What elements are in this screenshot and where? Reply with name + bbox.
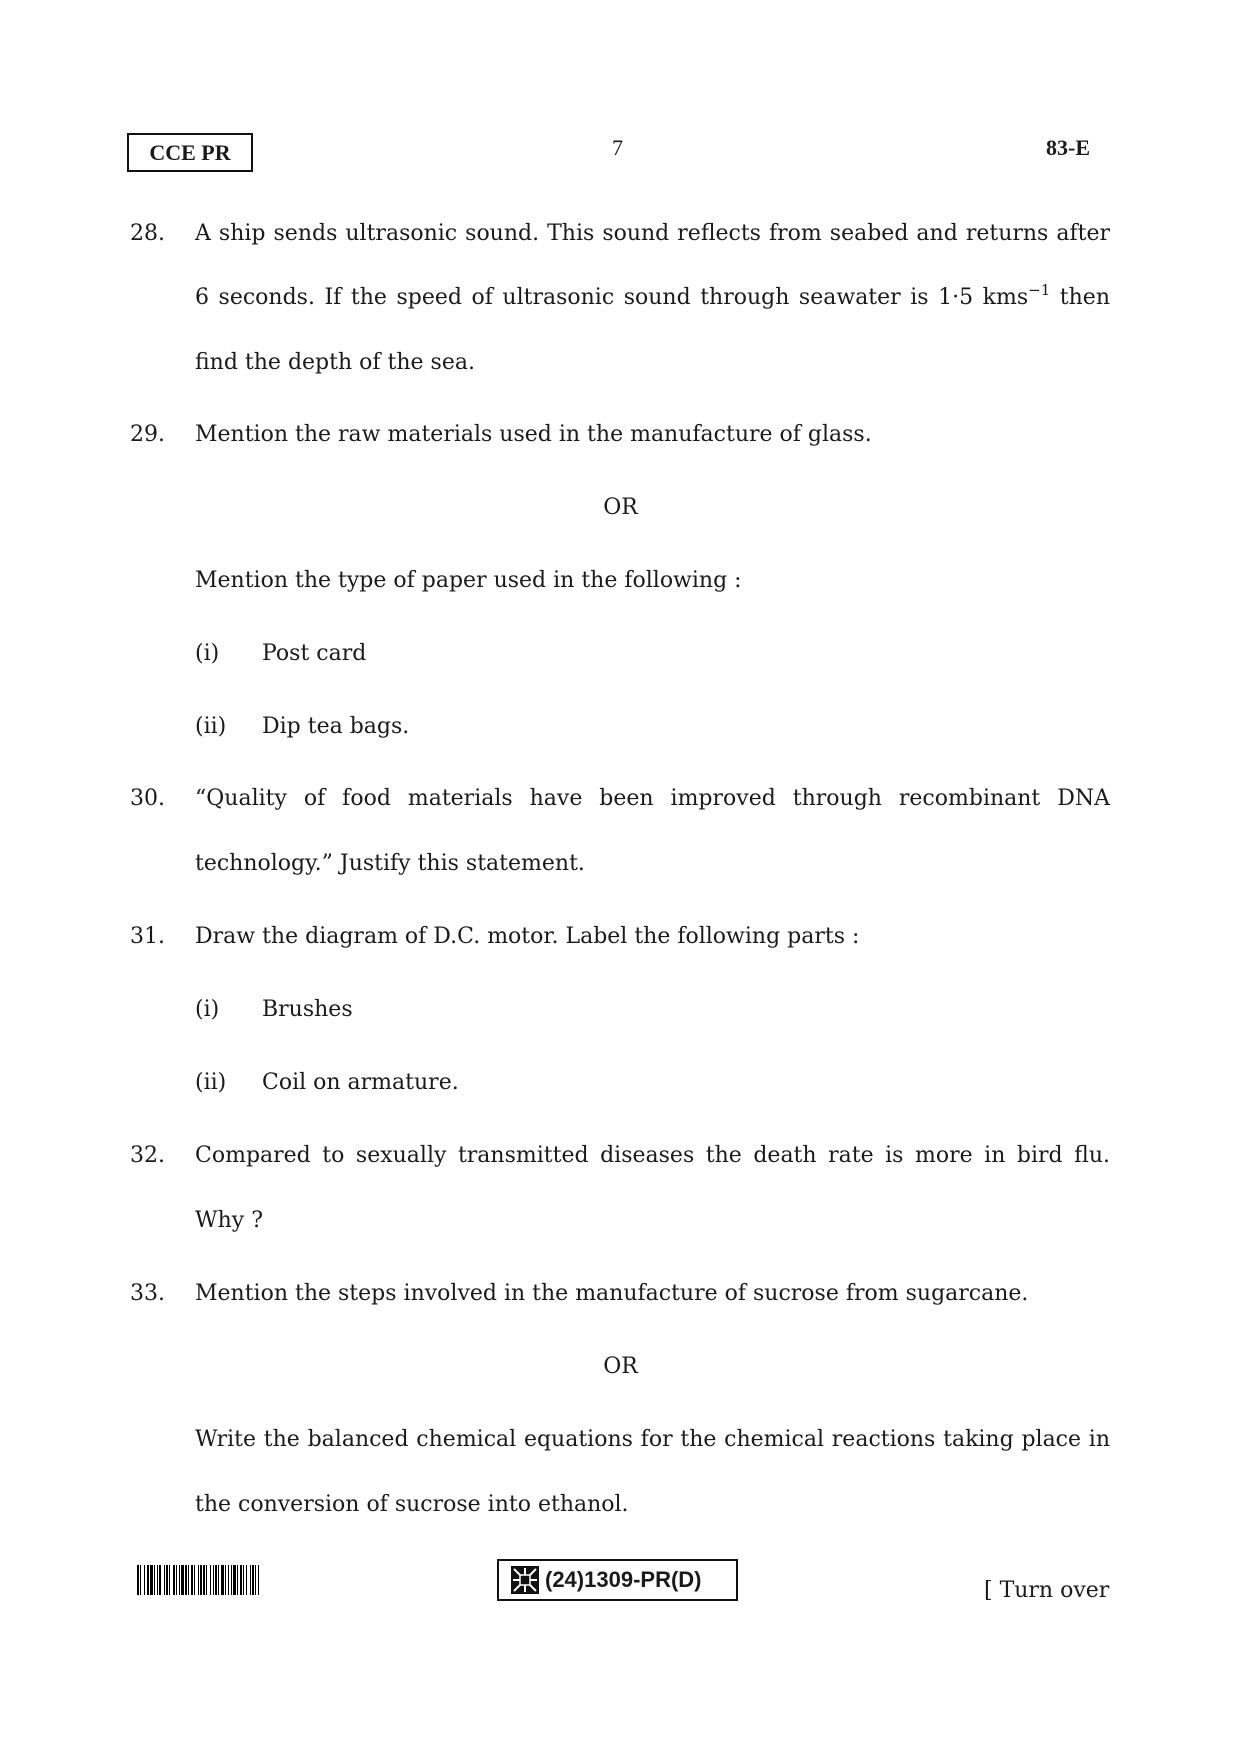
- question-text: [195, 281, 1110, 310]
- sub-item-number: (i): [195, 641, 220, 666]
- question-text: Mention the raw materials used in the manufacture of glass.: [195, 422, 872, 447]
- question-text-part: 6 seconds. If the speed of ultrasonic sound through seawater is 1·5 kms: [195, 285, 1029, 310]
- header-box: [127, 133, 253, 172]
- question-number: 31.: [130, 924, 165, 949]
- question-text: Why ?: [195, 1208, 263, 1233]
- superscript: −1: [1028, 281, 1051, 299]
- sub-item-text: Post card: [262, 641, 367, 666]
- question-text-part: then: [1059, 285, 1110, 310]
- question-text: Compared to sexually transmitted diseases the death rate is more in bird flu.: [195, 1143, 1110, 1168]
- sub-item-text: Dip tea bags.: [262, 714, 410, 739]
- sub-item-text: Brushes: [262, 997, 353, 1022]
- question-text: A ship sends ultrasonic sound. This sound reflects from seabed and returns after: [195, 221, 1110, 246]
- sub-item-number: (ii): [195, 1070, 227, 1095]
- question-number: 32.: [130, 1143, 165, 1168]
- question-number: 30.: [130, 786, 165, 811]
- question-number: 29.: [130, 422, 165, 447]
- question-text: “Quality of food materials have been improved through recombinant DNA: [195, 786, 1110, 811]
- question-text: Mention the steps involved in the manufacture of sucrose from sugarcane.: [195, 1281, 1029, 1306]
- footer-code-box: [497, 1559, 738, 1601]
- question-number: 28.: [130, 221, 165, 246]
- turn-over-note: [ Turn over: [984, 1578, 1110, 1603]
- header-box-label: CCE PR: [149, 139, 231, 165]
- question-text: Draw the diagram of D.C. motor. Label the following parts :: [195, 924, 860, 949]
- question-text: Write the balanced chemical equations for the chemical reactions taking place in: [195, 1427, 1110, 1452]
- footer-code: (24)1309-PR(D): [545, 1567, 702, 1592]
- or-separator: OR: [603, 1354, 638, 1379]
- question-text: technology.” Justify this statement.: [195, 851, 585, 876]
- barcode-bar: [259, 1565, 262, 1595]
- sub-item-number: (ii): [195, 714, 227, 739]
- question-text: Mention the type of paper used in the following :: [195, 568, 742, 593]
- barcode: [137, 1565, 381, 1595]
- question-text: the conversion of sucrose into ethanol.: [195, 1492, 629, 1517]
- question-number: 33.: [130, 1281, 165, 1306]
- sub-item-number: (i): [195, 997, 220, 1022]
- emblem-icon: [511, 1566, 539, 1594]
- or-separator: OR: [603, 495, 638, 520]
- question-text: find the depth of the sea.: [195, 350, 475, 375]
- paper-code: 83-E: [1046, 135, 1090, 160]
- page-number: 7: [612, 135, 623, 160]
- sub-item-text: Coil on armature.: [262, 1070, 459, 1095]
